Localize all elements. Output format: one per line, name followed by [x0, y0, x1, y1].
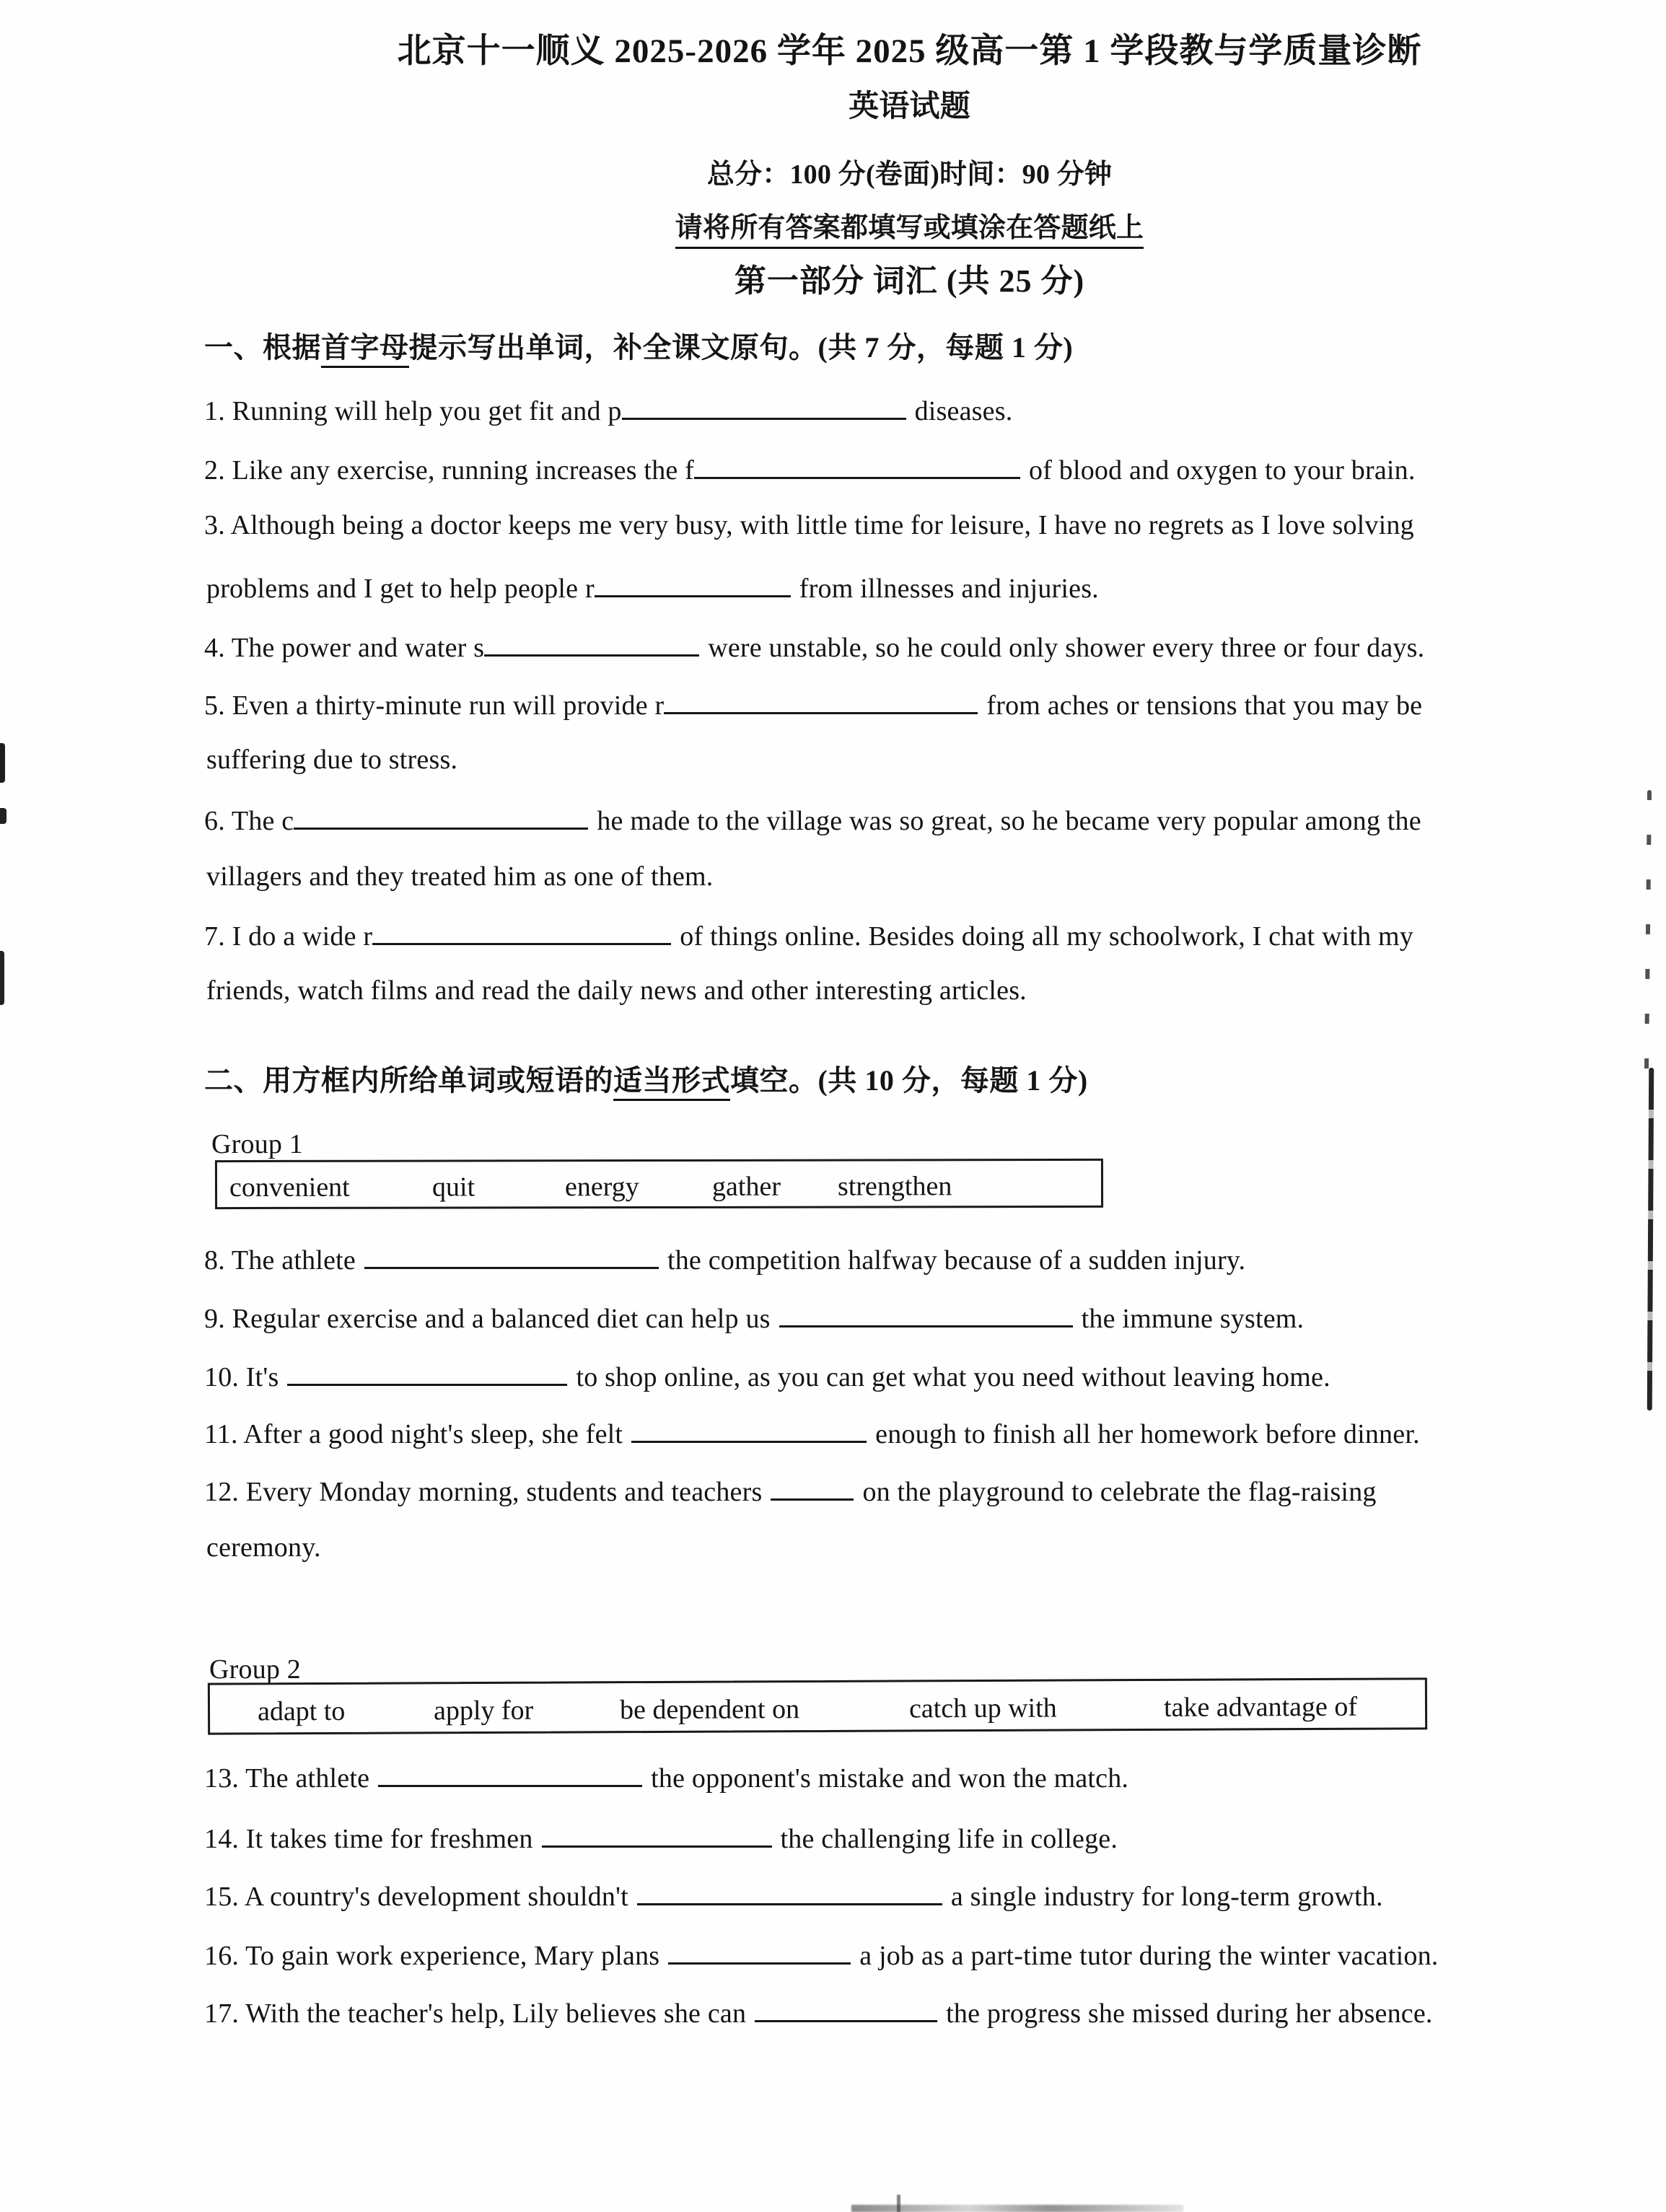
exam-subtitle: 英语试题	[849, 90, 970, 123]
word-chip: adapt to	[257, 1695, 346, 1727]
question-17-text: 17. With the teacher's help, Lily believes she can	[204, 1998, 747, 2029]
question-5-line2: suffering due to stress.	[206, 745, 458, 775]
question-2-text: 2. Like any exercise, running increases the f	[204, 455, 695, 486]
section2-heading-underlined: 适当形式	[613, 1064, 730, 1101]
question-4-text-after: were unstable, so he could only shower every three or four days.	[708, 633, 1425, 664]
question-5-line1	[204, 686, 1422, 722]
question-4	[204, 628, 1424, 664]
question-8-blank	[364, 1241, 659, 1269]
word-chip: be dependent on	[619, 1694, 800, 1726]
question-13-blank	[378, 1759, 642, 1787]
question-12-text-after: on the playground to celebrate the flag-raising	[862, 1477, 1377, 1508]
word-chip: strengthen	[837, 1171, 952, 1202]
question-11	[204, 1415, 1420, 1451]
question-14-text: 14. It takes time for freshmen	[204, 1824, 533, 1855]
answer-notice-text: 请将所有答案都填写或填涂在答题纸上	[675, 213, 1144, 249]
question-7-line2: friends, watch films and read the daily news and other interesting articles.	[206, 975, 1027, 1006]
question-2-text-after: of blood and oxygen to your brain.	[1029, 455, 1416, 486]
section2-heading	[204, 1063, 1088, 1097]
question-17-text-after: the progress she missed during her absence.	[946, 1998, 1433, 2029]
question-6-text: 6. The c	[204, 806, 294, 837]
question-17	[204, 1994, 1433, 2030]
question-9	[204, 1299, 1304, 1335]
question-17-blank	[755, 1994, 937, 2022]
question-5-text: 5. Even a thirty-minute run will provide r	[204, 690, 665, 721]
question-9-text: 9. Regular exercise and a balanced diet can help us	[204, 1304, 771, 1335]
question-16-text: 16. To gain work experience, Mary plans	[204, 1941, 660, 1972]
question-1-blank	[622, 392, 906, 420]
group2-word-box	[208, 1677, 1427, 1734]
scan-artifact-bottom-smudge	[851, 2205, 1183, 2212]
question-7-blank	[372, 917, 671, 945]
question-15-text: 15. A country's development shouldn't	[204, 1882, 628, 1913]
question-14-blank	[542, 1820, 772, 1848]
question-13	[204, 1759, 1128, 1795]
scan-artifact-left-mark-3	[0, 951, 4, 1005]
score-time-line: 总分：100 分(卷面)时间：90 分钟	[706, 159, 1113, 190]
question-12-blank	[771, 1473, 854, 1501]
scan-artifact-right-edge-lower	[1647, 1068, 1654, 1410]
question-7-line1	[204, 917, 1413, 953]
question-11-blank	[631, 1415, 867, 1443]
question-12-line1	[204, 1473, 1377, 1509]
question-13-text-after: the opponent's mistake and won the match.	[651, 1763, 1129, 1794]
question-12-text: 12. Every Monday morning, students and teachers	[204, 1477, 763, 1508]
question-14-text-after: the challenging life in college.	[780, 1824, 1118, 1855]
question-10	[204, 1358, 1330, 1394]
group1-label: Group 1	[211, 1129, 303, 1159]
answer-notice	[76, 212, 1666, 245]
question-5-blank	[664, 686, 978, 714]
question-9-text-after: the immune system.	[1081, 1304, 1305, 1335]
word-chip: catch up with	[908, 1693, 1057, 1724]
question-16-blank	[668, 1936, 851, 1965]
question-3-line2	[206, 569, 1099, 605]
scan-artifact-left-mark-1	[0, 743, 5, 783]
word-chip: energy	[564, 1172, 639, 1203]
question-3-blank	[595, 569, 791, 597]
question-5-text-after: from aches or tensions that you may be	[986, 690, 1423, 721]
section1-heading-pre: 一、根据	[204, 331, 321, 364]
question-6-text-after: he made to the village was so great, so he became very popular among the	[597, 806, 1421, 837]
question-16	[204, 1936, 1438, 1972]
section2-heading-pre: 二、用方框内所给单词或短语的	[204, 1064, 613, 1097]
question-4-text: 4. The power and water s	[204, 633, 485, 664]
group1-word-box	[215, 1159, 1103, 1209]
question-6-line2: villagers and they treated him as one of them.	[206, 861, 714, 892]
question-12-line2: ceremony.	[206, 1532, 321, 1563]
question-11-text-after: enough to finish all her homework before dinner.	[875, 1419, 1420, 1450]
section1-heading-underlined: 首字母	[321, 331, 409, 368]
question-10-text-after: to shop online, as you can get what you need without leaving home.	[576, 1362, 1330, 1393]
question-9-blank	[779, 1299, 1073, 1327]
question-7-text: 7. I do a wide r	[204, 921, 373, 952]
question-8-text: 8. The athlete	[204, 1245, 356, 1276]
question-7-text-after: of things online. Besides doing all my schoolwork, I chat with my	[680, 921, 1413, 952]
question-15	[204, 1877, 1383, 1913]
scan-artifact-left-mark-2	[0, 808, 6, 824]
question-10-text: 10. It's	[204, 1362, 279, 1393]
section1-heading	[204, 330, 1073, 364]
part1-heading: 第一部分 词汇 (共 25 分)	[734, 263, 1085, 299]
word-chip: gather	[711, 1171, 781, 1202]
question-4-blank	[484, 628, 699, 657]
section2-heading-post: 填空。(共 10 分，每题 1 分)	[730, 1064, 1088, 1097]
question-6-line1	[204, 802, 1421, 838]
question-10-blank	[287, 1358, 567, 1386]
scan-artifact-right-edge-upper	[1644, 790, 1652, 1071]
question-3-line1: 3. Although being a doctor keeps me very busy, with little time for leisure, I have no regrets as I love solving	[204, 510, 1414, 540]
question-8-text-after: the competition halfway because of a sudden injury.	[667, 1245, 1246, 1276]
question-3-text-after: from illnesses and injuries.	[799, 574, 1099, 605]
question-15-blank	[637, 1877, 942, 1905]
question-1-text: 1. Running will help you get fit and p	[204, 396, 622, 427]
question-6-blank	[294, 802, 588, 830]
exam-title: 北京十一顺义 2025-2026 学年 2025 级高一第 1 学段教与学质量诊断	[397, 32, 1422, 70]
word-chip: apply for	[433, 1695, 534, 1726]
group2-label: Group 2	[209, 1654, 301, 1685]
word-chip: convenient	[229, 1172, 350, 1203]
question-2-blank	[694, 451, 1020, 479]
scan-artifact-bottom-tick	[897, 2195, 900, 2212]
question-1-text-after: diseases.	[914, 396, 1013, 427]
question-14	[204, 1820, 1118, 1856]
word-chip: quit	[431, 1172, 475, 1203]
section1-heading-post: 提示写出单词，补全课文原句。(共 7 分，每题 1 分)	[408, 331, 1074, 364]
question-1	[204, 392, 1012, 428]
question-13-text: 13. The athlete	[204, 1763, 370, 1794]
question-3-text: problems and I get to help people r	[206, 574, 595, 605]
question-15-text-after: a single industry for long-term growth.	[950, 1882, 1383, 1913]
question-2	[204, 451, 1416, 487]
question-11-text: 11. After a good night's sleep, she felt	[204, 1419, 623, 1450]
word-chip: take advantage of	[1163, 1691, 1358, 1723]
question-8	[204, 1241, 1245, 1277]
question-16-text-after: a job as a part-time tutor during the winter vacation.	[859, 1941, 1439, 1972]
